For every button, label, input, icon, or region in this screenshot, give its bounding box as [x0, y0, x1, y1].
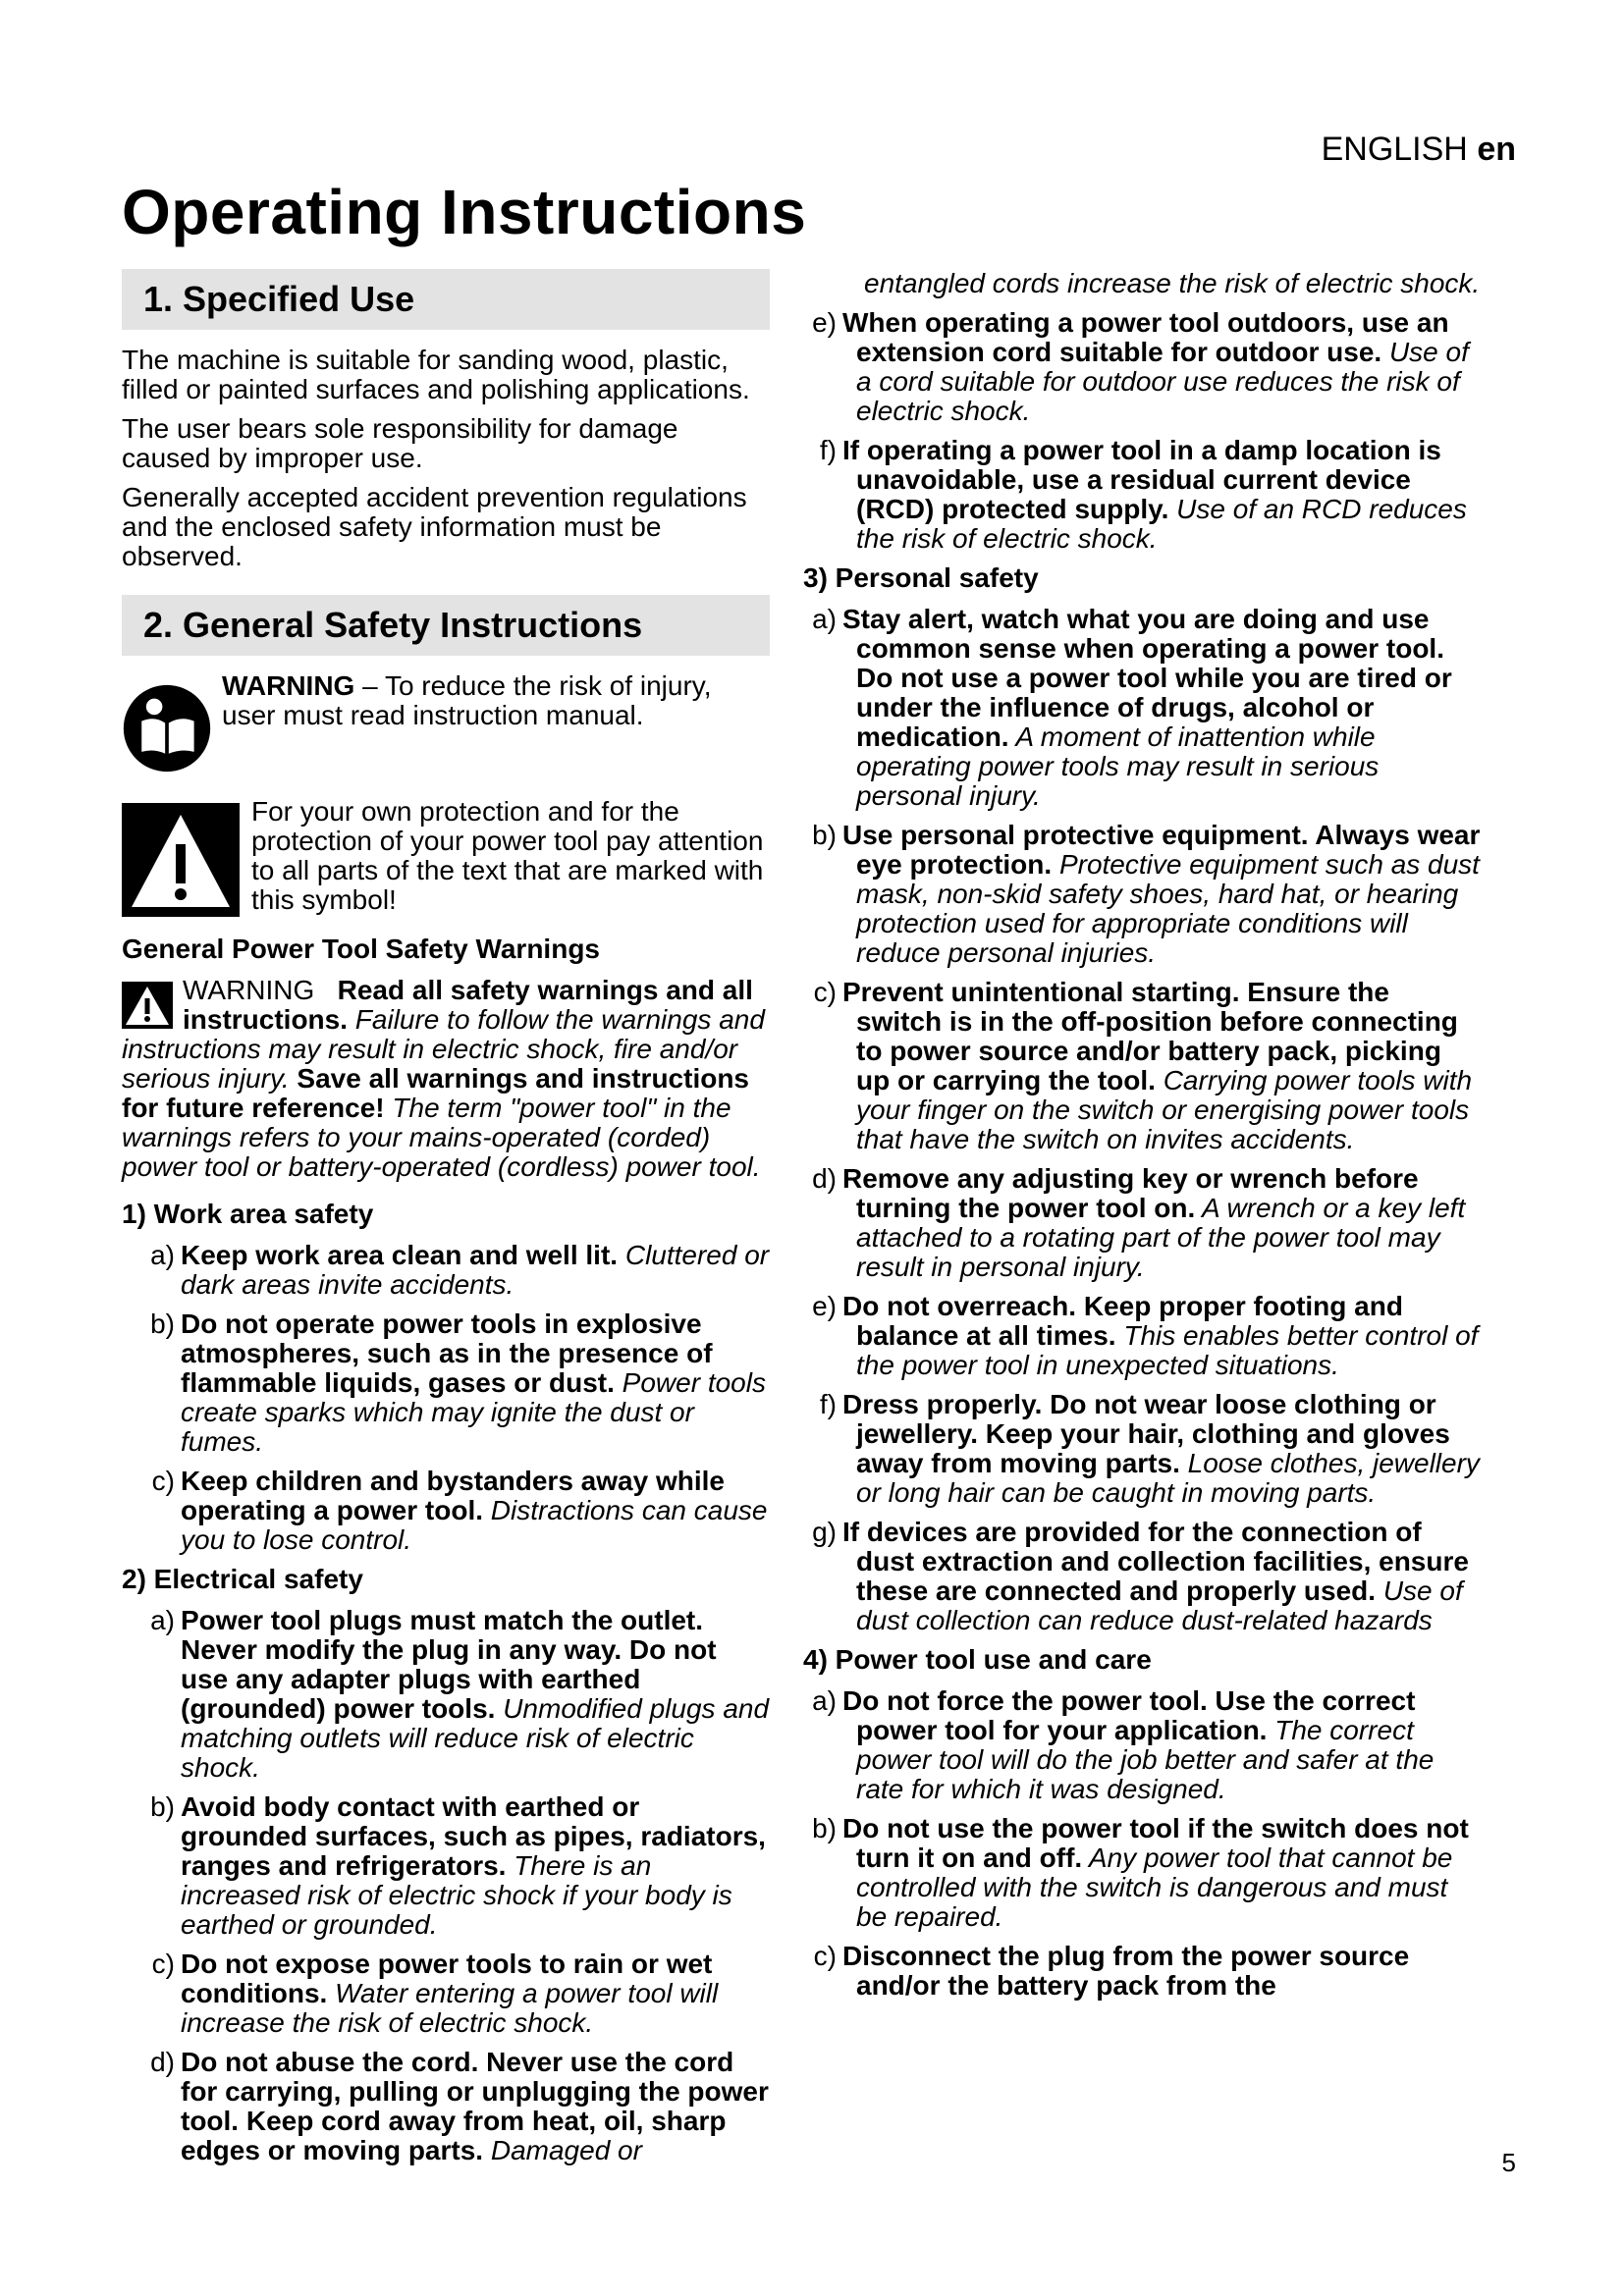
list-item: f) If operating a power tool in a damp location is unavoidable, use a residual current device (RCD) protected supply. Use of an RCD reduces the risk of electric shock. — [819, 435, 1467, 554]
list-item: b) Avoid body contact with earthed or grounded surfaces, such as pipes, radiators, ranges and refrigerators. There is an increased risk of electric shock if your body is earthed or grounded. — [150, 1791, 766, 1940]
list-item: b) Do not use the power tool if the switch does not turn it on and off. Any power tool that cannot be controlled with the switch is dangerous and must be repaired. — [812, 1813, 1469, 1932]
language-word: ENGLISH — [1321, 131, 1468, 168]
list-item: a) Power tool plugs must match the outlet. Never modify the plug in any way. Do not use any adapter plugs with earthed (grounded) power tools. Unmodified plugs and matching outlets will reduce risk of electric shock. — [150, 1605, 770, 1783]
specified-use-paragraph-1: The machine is suitable for sanding wood, plastic, filled or painted surfaces and polishing applications. — [122, 345, 750, 404]
page-title: Operating Instructions — [122, 177, 807, 247]
warning-text: – To reduce the risk of injury, user must read instruction manual. — [222, 670, 712, 730]
electrical-heading: 2) Electrical safety — [122, 1564, 363, 1594]
attention-symbol-text: For your own protection and for the protection of your power tool pay attention to all parts of the text that are marked with this symbol! — [251, 796, 764, 915]
list-item: d) Remove any adjusting key or wrench before turning the power tool on. A wrench or a key left attached to a rotating part of the power tool may result in personal injury. — [812, 1163, 1466, 1282]
read-manual-warning-text — [222, 671, 770, 730]
list-item: c) Prevent unintentional starting. Ensure the switch is in the off-position before connecting to power source and/or battery pack, picking up or carrying the tool. Carrying power tools with your finger on the switch or energising power tools that have the switch on invites accidents. — [813, 977, 1473, 1154]
specified-use-paragraph-3: Generally accepted accident prevention regulations and the enclosed safety information must be observed. — [122, 482, 747, 571]
left-column — [122, 269, 770, 2175]
general-warning-block — [122, 976, 770, 1182]
attention-symbol-notice — [122, 797, 770, 917]
personal-safety-heading: 3) Personal safety — [803, 562, 1039, 593]
continued-text: entangled cords increase the risk of electric shock. — [864, 268, 1481, 298]
list-item: f) Dress properly. Do not wear loose clothing or jewellery. Keep your hair, clothing and gloves away from moving parts. Loose clothes, jewellery or long hair can be caught in moving parts. — [819, 1389, 1480, 1508]
general-warning-bold-1: Read all safety warnings and all instructions. — [183, 975, 753, 1035]
general-warning-italic-2: The term "power tool" in the warnings refers to your mains-operated (corded) power tool or battery-operated (cordless) power tool. — [122, 1093, 761, 1182]
list-item: c) Keep children and bystanders away while operating a power tool. Distractions can cause you to lose control. — [151, 1466, 768, 1555]
general-warning-italic-1: Failure to follow the warnings and instructions may result in electric shock, fire and/or serious injury. — [122, 1004, 765, 1094]
general-warning-text — [122, 976, 770, 1182]
list-item: c) Disconnect the plug from the power source and/or the battery pack from the — [813, 1941, 1410, 2001]
warning-triangle-icon — [122, 803, 240, 917]
list-item: c) Do not expose power tools to rain or wet conditions. Water entering a power tool will increase the risk of electric shock. — [151, 1949, 719, 2038]
warning-label: WARNING — [222, 670, 355, 701]
list-item: e) Do not overreach. Keep proper footing and balance at all times. This enables better control of the power tool in unexpected situations. — [812, 1291, 1479, 1380]
language-indicator — [1322, 130, 1516, 169]
list-item: a) Keep work area clean and well lit. Cluttered or dark areas invite accidents. — [150, 1240, 770, 1300]
read-manual-icon — [122, 683, 212, 774]
list-item: d) Do not abuse the cord. Never use the cord for carrying, pulling or unplugging the power tool. Keep cord away from heat, oil, sharp edges or moving parts. Damaged or — [150, 2047, 769, 2165]
specified-use-paragraph-2: The user bears sole responsibility for damage caused by improper use. — [122, 413, 678, 473]
tool-use-heading: 4) Power tool use and care — [803, 1644, 1152, 1675]
read-manual-warning — [122, 671, 770, 774]
general-warning-bold-2: Save all warnings and instructions for future reference! — [122, 1063, 749, 1123]
work-area-heading: 1) Work area safety — [122, 1199, 374, 1229]
list-item: b) Do not operate power tools in explosive atmospheres, such as in the presence of flammable liquids, gases or dust. Power tools create sparks which may ignite the dust or fumes. — [150, 1308, 766, 1457]
section-heading-specified-use: 1. Specified Use — [122, 269, 770, 330]
page-number: 5 — [1501, 2148, 1516, 2177]
general-warning-label: WARNING — [183, 975, 315, 1005]
section-heading-general-safety: 2. General Safety Instructions — [122, 595, 770, 656]
list-item: g) If devices are provided for the connection of dust extraction and collection facilities, ensure these are connected and properly used. Use of dust collection can reduce dust-related hazards — [812, 1517, 1469, 1635]
right-column — [803, 269, 1481, 2010]
language-code: en — [1477, 131, 1516, 168]
small-warning-triangle-icon — [122, 982, 173, 1029]
list-item: b) Use personal protective equipment. Always wear eye protection. Protective equipment such as dust mask, non-skid safety shoes, hard hat, or hearing protection used for appropriate conditions will reduce personal injuries. — [812, 820, 1481, 968]
list-item: e) When operating a power tool outdoors, use an extension cord suitable for outdoor use. Use of a cord suitable for outdoor use reduces the risk of electric shock. — [812, 307, 1469, 426]
list-item: a) Stay alert, watch what you are doing and use common sense when operating a power tool. Do not use a power tool while you are tired or under the influence of drugs, alcohol or medication. A moment of inattention while operating power tools may result in serious personal injury. — [812, 604, 1452, 811]
list-item: a) Do not force the power tool. Use the correct power tool for your application. The correct power tool will do the job better and safer at the rate for which it was designed. — [812, 1685, 1435, 1804]
tool-warnings-heading: General Power Tool Safety Warnings — [122, 934, 600, 964]
